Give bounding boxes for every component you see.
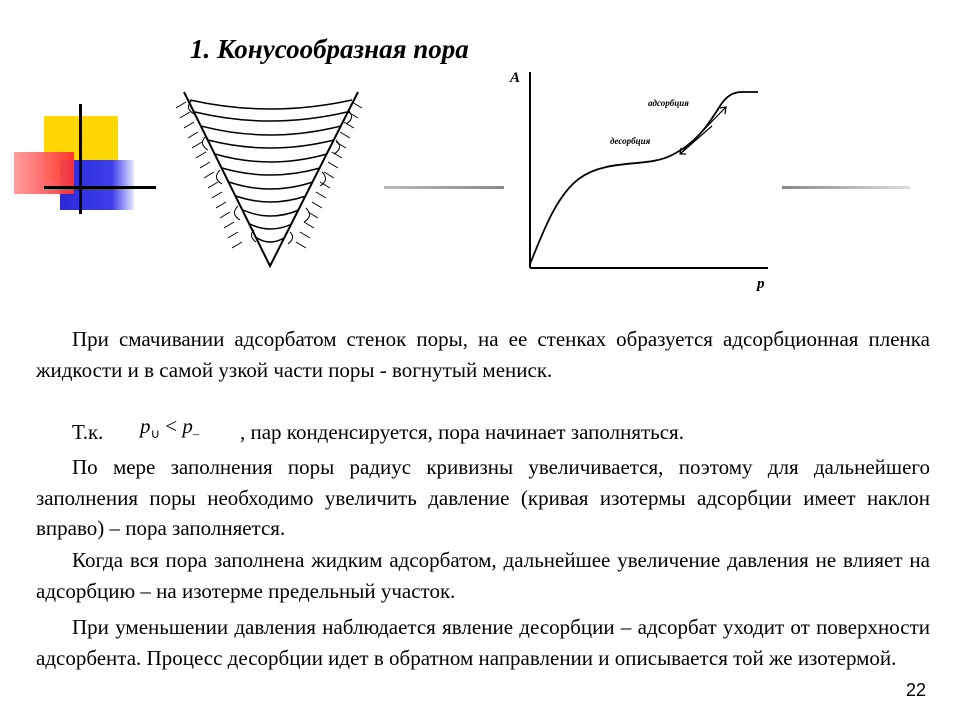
decor-horizontal-line: [44, 186, 156, 189]
formula-sub-flat: –: [192, 426, 200, 441]
decor-gray-rule-right: [782, 186, 910, 189]
decor-gray-rule-middle: [384, 186, 504, 189]
formula-p2: p: [182, 414, 193, 438]
desorption-arrow: [680, 126, 712, 154]
paragraph-filling: По мере заполнения поры радиус кривизны увеличивается, поэтому для дальнейшего заполнения поры необходимо увеличить давление (кривая изотермы адсорбции имеет наклон вправо) – пора заполняется.: [36, 455, 930, 540]
decor-vertical-line: [79, 104, 82, 214]
cone-pore-diagram: [170, 84, 370, 276]
tk-suffix: , пар конденсируется, пора начинает заполняться.: [240, 420, 684, 444]
slide-title: 1. Конусообразная пора: [190, 34, 469, 64]
formula-sub-concave: ∪: [150, 426, 161, 441]
tk-prefix: Т.к.: [72, 420, 104, 444]
desorption-label: десорбция: [610, 136, 651, 146]
adsorption-arrow: [682, 107, 726, 152]
menisci-curves: [190, 100, 352, 242]
pressure-formula: [140, 414, 199, 442]
paragraph-limit: Когда вся пора заполнена жидким адсорбатом, дальнейшее увеличение давления не влияет на адсорбцию – на изотерме предельный участок.: [36, 548, 930, 603]
formula-operator: <: [165, 414, 178, 438]
x-axis-label: p: [757, 276, 765, 292]
formula-p1: p: [140, 414, 151, 438]
isotherm-curve: [530, 92, 758, 264]
cone-walls: [184, 92, 358, 266]
y-axis-label: A: [510, 70, 521, 86]
paragraph-wetting: При смачивании адсорбатом стенок поры, на ее стенках образуется адсорбционная пленка жидкости и в самой узкой части поры - вогнутый мениск.: [36, 327, 930, 382]
page-number: 22: [906, 680, 927, 700]
isotherm-graph: [520, 70, 770, 276]
paragraph-desorption: При уменьшении давления наблюдается явление десорбции – адсорбат уходит от поверхности адсорбента. Процесс десорбции идет в обратном направлении и описывается той же изотермой.: [36, 615, 930, 670]
adsorption-label: адсорбция: [648, 98, 689, 108]
